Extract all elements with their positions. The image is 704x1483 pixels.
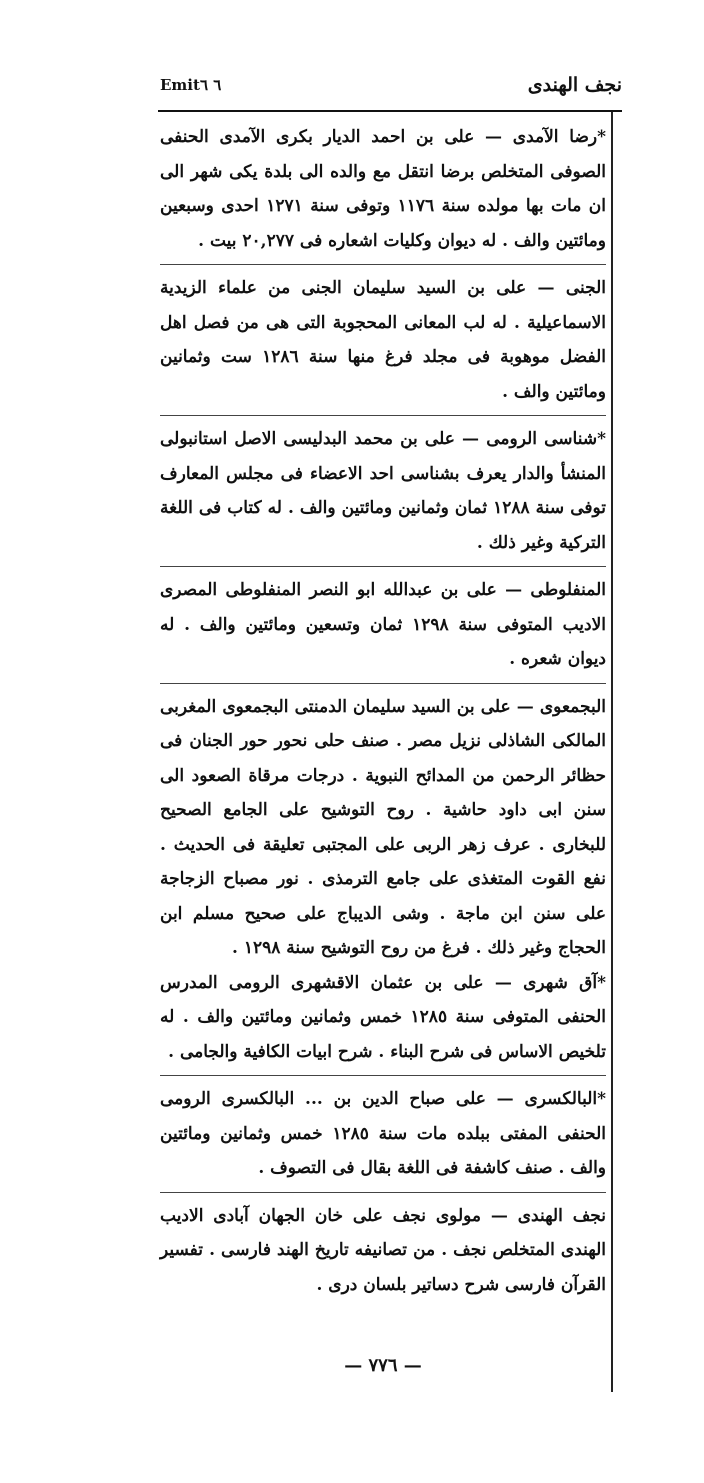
entry-al-jinni: الجنى — على بن السيد سليمان الجنى من علماء الزيدية الاسماعيلية . له لب المعانى المحجوبة التى هى من فصل اهل الفضل موهوبة فى مجلد فرغ منها سنة ١٢٨٦ ست وثمانين ومائتين والف .: [160, 278, 606, 402]
entry-al-bajamawi: البجمعوى — على بن السيد سليمان الدمنتى البجمعوى المغربى المالكى الشاذلى نزيل مصر . صنف حلى نحور حور الجنان فى حظائر الرحمن من المدائح النبوية . درجات مرقاة الصعود الى سنن ابى داود حاشية . روح التوشيح على الجامع الصحيح للبخارى . عرف زهر الربى على المجتبى تعليقة فى الحديث . نفع القوت المتغذى على جامع الترمذى . نور مصباح الزجاجة على سنن ابن ماجة . وشى الديباج على صحيح مسلم ابن الحجاج وغير ذلك . فرغ من روح التوشيح سنة ١٢٩٨ .: [160, 696, 606, 958]
entry-aq-shahri: *آق شهرى — على بن عثمان الاقشهرى الرومى المدرس الحنفى المتوفى سنة ١٢٨٥ خمس وثمانين ومائتين والف . له تلخيص الاساس فى شرح البناء . شرح ابيات الكافية والجامى .: [160, 972, 606, 1062]
entries-column: [160, 120, 606, 1302]
page-number: — ٧٧٦ —: [344, 1355, 422, 1376]
entry-rida-al-amidi: *رضا الآمدى — على بن احمد الديار بكرى الآمدى الحنفى الصوفى المتخلص برضا انتقل مع والده الى بلدة يكى شهر الى ان مات بها مولده سنة ١١٧٦ وتوفى سنة ١٢٧١ احدى وسبعين ومائتين والف . له ديوان وكليات اشعاره فى ٢٠,٢٧٧ بيت .: [160, 127, 607, 251]
entry-separator: [160, 264, 606, 265]
running-head-page-ref: Emit٦ ٦: [160, 76, 222, 94]
running-head-title: نجف الهندى: [527, 74, 622, 96]
header-rule: [158, 110, 622, 112]
entry-separator: [160, 1192, 606, 1193]
entry-al-manfaluti: المنفلوطى — على بن عبدالله ابو النصر المنفلوطى المصرى الاديب المتوفى سنة ١٢٩٨ ثمان وتسعين ومائتين والف . له ديوان شعره .: [160, 580, 606, 669]
entry-separator: [160, 566, 606, 567]
entry-shinasi-al-rumi: *شناسى الرومى — على بن محمد البدليسى الاصل استانبولى المنشأ والدار يعرف بشناسى احد الاعضاء فى مجلس المعارف توفى سنة ١٢٨٨ ثمان وثمانين ومائتين والف . له كتاب فى اللغة التركية وغير ذلك .: [160, 429, 607, 553]
page-header: [160, 72, 622, 112]
entry-separator: [160, 683, 606, 684]
entry-separator: [160, 415, 606, 416]
margin-rule: [611, 112, 613, 1392]
entry-al-balikasri: *البالكسرى — على صباح الدين بن ... البالكسرى الرومى الحنفى المفتى ببلده مات سنة ١٢٨٥ خمس وثمانين ومائتين والف . صنف كاشفة فى اللغة بقال فى التصوف .: [160, 1089, 606, 1178]
entry-najaf-al-hindi: نجف الهندى — مولوى نجف على خان الجهان آبادى الاديب الهندى المتخلص نجف . من تصانيفه تاريخ الهند فارسى . تفسير القرآن فارسى شرح دساتير بلسان درى .: [160, 1205, 606, 1295]
entry-separator: [160, 1075, 606, 1076]
